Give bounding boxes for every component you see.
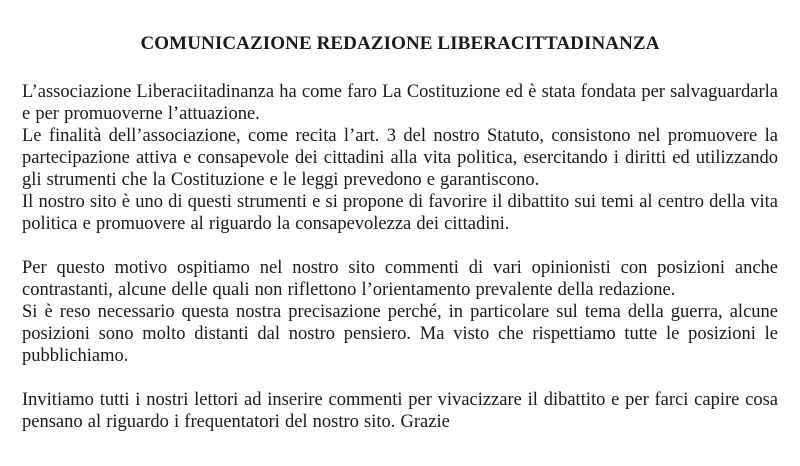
paragraph: Invitiamo tutti i nostri lettori ad inserire commenti per vivacizzare il dibattito e per farci capire cosa pensano al riguardo i frequentatori del nostro sito. Grazie [22, 390, 778, 432]
paragraph: Si è reso necessario questa nostra precisazione perché, in particolare sul tema della guerra, alcune posizioni sono molto distanti dal nostro pensiero. Ma visto che rispettiamo tutte le posizioni le pubblichiamo. [22, 302, 778, 366]
paragraph-group [22, 389, 778, 433]
document-body [22, 81, 778, 433]
paragraph: L’associazione Liberaciitadinanza ha come faro La Costituzione ed è stata fondata per salvaguardarla e per promuoverne l’attuazione. [22, 82, 778, 124]
paragraph: Il nostro sito è uno di questi strumenti e si propone di favorire il dibattito sui temi al centro della vita politica e promuovere al riguardo la consapevolezza dei cittadini. [22, 192, 778, 234]
paragraph: Per questo motivo ospitiamo nel nostro sito commenti di vari opinionisti con posizioni anche contrastanti, alcune delle quali non riflettono l’orientamento prevalente della redazione. [22, 258, 778, 300]
document-title: COMUNICAZIONE REDAZIONE LIBERACITTADINANZA [140, 33, 660, 54]
paragraph-group [22, 81, 778, 235]
paragraph-group [22, 257, 778, 367]
paragraph: Le finalità dell’associazione, come recita l’art. 3 del nostro Statuto, consistono nel promuovere la partecipazione attiva e consapevole dei cittadini alla vita politica, esercitando i diritti ed utilizzando gli strumenti che la Costituzione e le leggi prevedono e garantiscono. [22, 126, 778, 190]
